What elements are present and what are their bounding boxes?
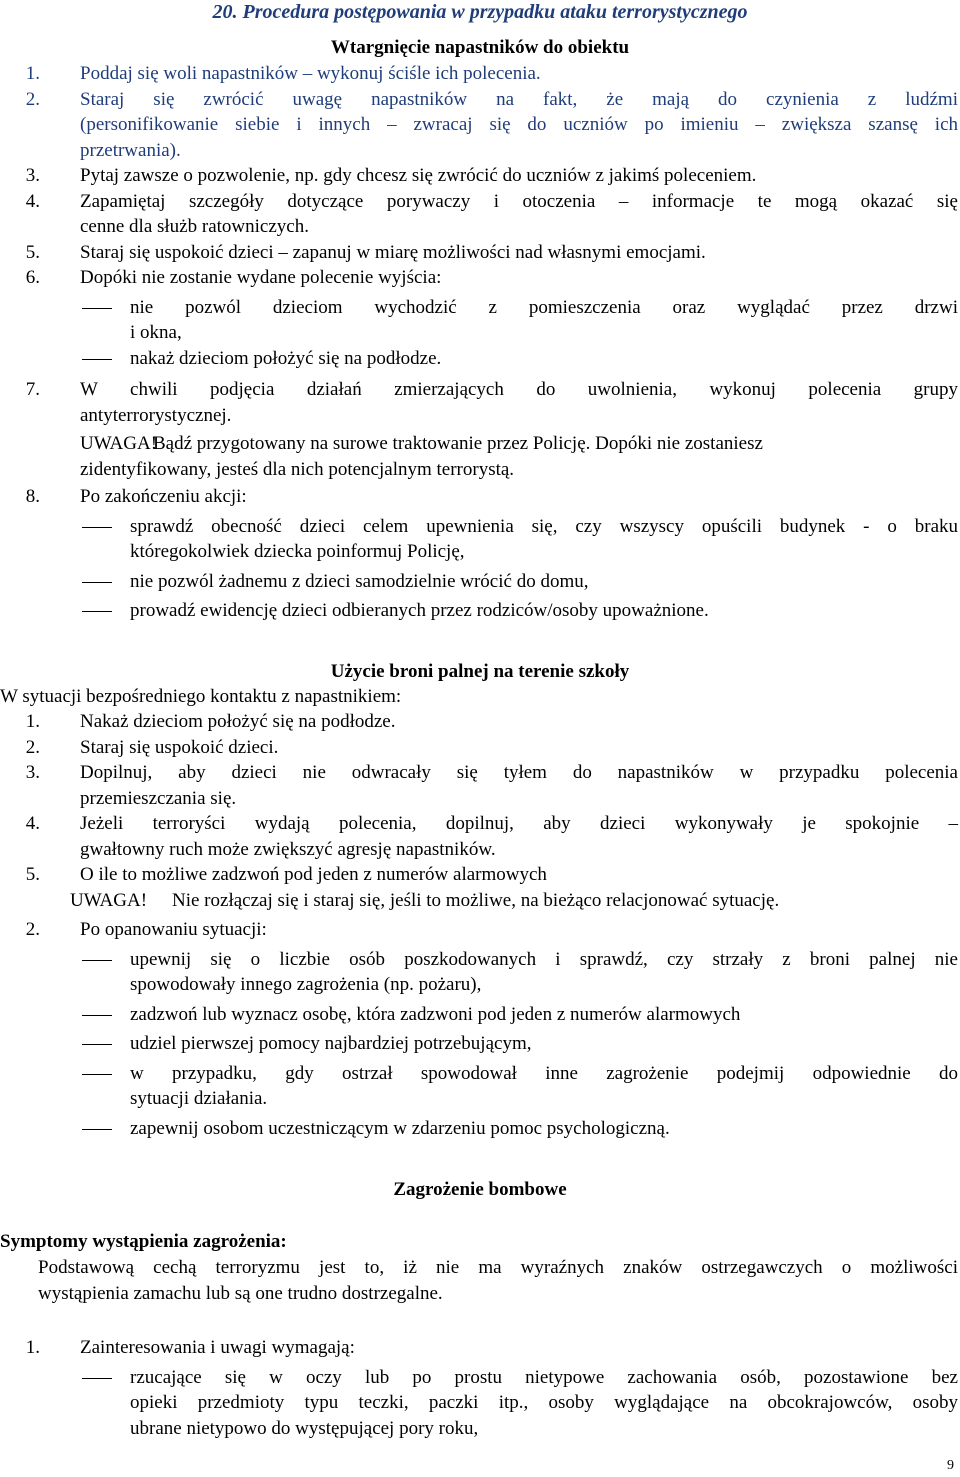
list-item-text: Nakaż dzieciom położyć się na podłodze. [80, 711, 396, 732]
list-item-text: Pytaj zawsze o pozwolenie, np. gdy chcesz się zwrócić do uczniów z jakimś poleceniem. [80, 165, 757, 186]
paragraph-text: Podstawową cechą terroryzmu jest to, iż nie ma wyraźnych znaków ostrzegawczych o możliwości [38, 1257, 958, 1278]
list-item-line [0, 266, 960, 290]
section-heading-intrusion: Wtargnięcie napastników do obiektu [330, 37, 630, 58]
list-item-line [0, 404, 960, 428]
list-item-line [0, 190, 960, 214]
bullet-item-text: i okna, [130, 322, 182, 343]
bullet-item-line [0, 599, 960, 623]
list-item-number: 3. [25, 165, 40, 186]
dash-marker [82, 359, 112, 360]
bullet-item-text: nie pozwól żadnemu z dzieci samodzielnie wrócić do domu, [130, 570, 589, 592]
dash-marker [82, 611, 112, 612]
paragraph-line [0, 1282, 960, 1306]
list-item-line [0, 736, 960, 760]
list-item-line [0, 88, 960, 112]
warning-line-2-text: zidentyfikowany, jesteś dla nich potencjalnym terrorystą. [80, 458, 515, 480]
list-item-number: 2. [25, 88, 40, 110]
bullet-item-text: upewnij się o liczbie osób poszkodowanych i sprawdź, czy strzały z broni palnej nie [130, 948, 958, 970]
list-item-line [0, 787, 960, 811]
list-item-number: 6. [25, 267, 40, 288]
list-item-text: O ile to możliwe zadzwoń pod jeden z numerów alarmowych [80, 864, 547, 885]
list-item-text: Dopilnuj, aby dzieci nie odwracały się tyłem do napastników w przypadku polecenia [80, 762, 958, 783]
bullet-item-line [0, 1087, 960, 1111]
warning-label: UWAGA! [70, 889, 148, 911]
list-item-text: Dopóki nie zostanie wydane polecenie wyjścia: [80, 267, 442, 288]
bullet-item-text: w przypadku, gdy ostrzał spowodował inne zagrożenie podejmij odpowiednie do [130, 1062, 958, 1084]
symptoms-heading-text: Symptomy wystąpienia zagrożenia: [0, 1231, 287, 1252]
bullet-item-line [0, 296, 960, 320]
list-item-line [0, 838, 960, 862]
dash-marker [82, 1044, 112, 1045]
paragraph-line [0, 1256, 960, 1280]
bullet-item-line [0, 321, 960, 345]
bullet-item-text: rzucające się w oczy lub po prostu nietypowe zachowania osób, pozostawione bez [130, 1366, 958, 1388]
dash-marker [82, 1015, 112, 1016]
bullet-item-text: prowadź ewidencję dzieci odbieranych przez rodziców/osoby upoważnione. [130, 600, 709, 621]
list-item-number: 1. [25, 1337, 40, 1358]
bullet-item-text: sprawdź obecność dzieci celem upewnienia się, czy wszyscy opuścili budynek - o braku [130, 515, 958, 537]
list-item-number: 8. [25, 486, 40, 507]
dash-marker [82, 960, 112, 961]
list-item-line [0, 378, 960, 402]
list-item-text: Po opanowaniu sytuacji: [80, 919, 267, 940]
dash-marker [82, 308, 112, 309]
warning-line [0, 889, 960, 913]
list-item-text: Poddaj się woli napastników – wykonuj ściśle ich polecenia. [80, 63, 541, 84]
bullet-item-line [0, 973, 960, 997]
page-number: 9 [947, 1458, 954, 1473]
list-item-text: Po zakończeniu akcji: [80, 486, 247, 507]
list-item-text: W chwili podjęcia działań zmierzających do uwolnienia, wykonuj polecenia grupy [80, 379, 958, 400]
bullet-item-text: ubrane nietypowo do występującej pory roku, [130, 1417, 479, 1439]
bullet-item-text: udziel pierwszej pomocy najbardziej potrzebującym, [130, 1033, 532, 1054]
list-item-text: cenne dla służb ratowniczych. [80, 216, 309, 237]
list-item-line [0, 215, 960, 239]
dash-marker [82, 582, 112, 583]
bullet-item-text: opieki przedmioty typu teczki, paczki itp., osoby wyglądające na obcokrajowców, osoby [130, 1392, 958, 1413]
list-item-line [0, 241, 960, 265]
dash-marker [82, 1074, 112, 1075]
list-item-text: Zainteresowania i uwagi wymagają: [80, 1337, 355, 1358]
section-intro-text: W sytuacji bezpośredniego kontaktu z napastnikiem: [0, 686, 402, 707]
bullet-item-line [0, 1391, 960, 1415]
list-item-line [0, 485, 960, 509]
bullet-item-text: spowodowały innego zagrożenia (np. pożaru), [130, 974, 482, 995]
document-title: 20. Procedura postępowania w przypadku ataku terrorystycznego [212, 1, 748, 23]
list-item-line [0, 761, 960, 785]
list-item-number: 4. [25, 190, 40, 212]
list-item-text: gwałtowny ruch może zwiększyć agresję napastników. [80, 838, 496, 860]
bullet-item-line [0, 948, 960, 972]
list-item-line [0, 863, 960, 887]
list-item-line [0, 62, 960, 86]
bullet-item-line [0, 540, 960, 564]
list-item-line [0, 139, 960, 163]
list-item-text: Staraj się uspokoić dzieci. [80, 736, 279, 758]
section-intro [0, 685, 960, 709]
dash-marker [82, 527, 112, 528]
list-item-number: 1. [25, 63, 40, 84]
list-item-number: 2. [25, 736, 40, 758]
list-item-line [0, 164, 960, 188]
symptoms-heading [0, 1230, 960, 1254]
list-item-text: (personifikowanie siebie i innych – zwracaj się do uczniów po imieniu – zwiększa szansę ich [80, 114, 958, 135]
bullet-item-text: nie pozwól dzieciom wychodzić z pomieszczenia oraz wyglądać przez drzwi [130, 296, 958, 318]
section-heading-bomb: Zagrożenie bombowe [393, 1179, 567, 1200]
list-item-text: Staraj się zwrócić uwagę napastników na fakt, że mają do czynienia z ludźmi [80, 88, 958, 110]
list-item-text: Zapamiętaj szczegóły dotyczące porywaczy i otoczenia – informacje te mogą okazać się [80, 190, 958, 212]
list-item-number: 3. [25, 762, 40, 783]
bullet-item-line [0, 347, 960, 371]
section-heading-firearm: Użycie broni palnej na terenie szkoły [330, 661, 630, 682]
warning-line-2 [0, 458, 960, 482]
bullet-item-line [0, 1417, 960, 1441]
paragraph-text: wystąpienia zamachu lub są one trudno dostrzegalne. [38, 1282, 443, 1304]
list-item-text: przetrwania). [80, 139, 181, 161]
warning-line [0, 432, 960, 456]
bullet-item-line [0, 1003, 960, 1027]
list-item-text: Jeżeli terroryści wydają polecenia, dopilnuj, aby dzieci wykonywały je spokojnie – [80, 813, 958, 834]
dash-marker [82, 1378, 112, 1379]
bullet-item-text: któregokolwiek dziecka poinformuj Policję, [130, 541, 465, 562]
bullet-item-text: nakaż dzieciom położyć się na podłodze. [130, 347, 442, 369]
bullet-item-line [0, 515, 960, 539]
list-item-text: przemieszczania się. [80, 787, 237, 809]
list-item-line [0, 812, 960, 836]
warning-label: UWAGA! [80, 433, 158, 454]
list-item-text: Staraj się uspokoić dzieci – zapanuj w miarę możliwości nad własnymi emocjami. [80, 241, 706, 263]
list-item-number: 1. [25, 711, 40, 732]
bullet-item-line [0, 570, 960, 594]
list-item-line [0, 1336, 960, 1360]
bullet-item-line [0, 1117, 960, 1141]
list-item-text: antyterrorystycznej. [80, 404, 232, 426]
list-item-number: 5. [25, 864, 40, 885]
bullet-item-line [0, 1062, 960, 1086]
bullet-item-line [0, 1366, 960, 1390]
list-item-number: 7. [25, 379, 40, 400]
bullet-item-text: zapewnij osobom uczestniczącym w zdarzeniu pomoc psychologiczną. [130, 1117, 670, 1139]
bullet-item-text: sytuacji działania. [130, 1088, 268, 1109]
list-item-number: 4. [25, 813, 40, 834]
list-item-line [0, 918, 960, 942]
list-item-line [0, 113, 960, 137]
warning-text: Nie rozłączaj się i staraj się, jeśli to możliwe, na bieżąco relacjonować sytuację. [172, 889, 780, 911]
list-item-number: 2. [25, 919, 40, 940]
bullet-item-text: zadzwoń lub wyznacz osobę, która zadzwoni pod jeden z numerów alarmowych [130, 1003, 741, 1025]
bullet-item-line [0, 1032, 960, 1056]
dash-marker [82, 1129, 112, 1130]
warning-text: Bądź przygotowany na surowe traktowanie przez Policję. Dopóki nie zostaniesz [153, 433, 763, 454]
list-item-number: 5. [25, 241, 40, 263]
list-item-line [0, 710, 960, 734]
